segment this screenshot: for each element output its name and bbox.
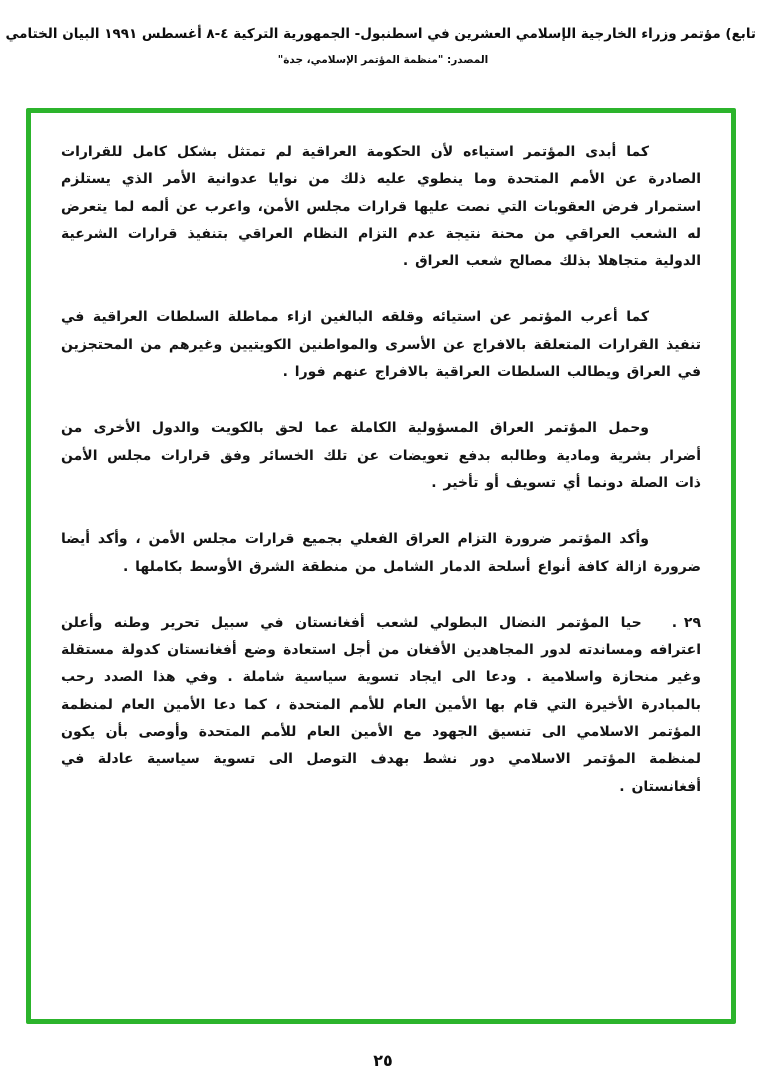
paragraph-afghanistan <box>61 610 701 801</box>
page-number: ٢٥ <box>373 1051 393 1070</box>
green-border-frame <box>26 108 736 1024</box>
document-source-line: المصدر: "منظمة المؤتمر الإسلامي، جدة" <box>277 54 489 66</box>
paragraph-iraq-sanctions: كما أبدى المؤتمر استياءه لأن الحكومة العراقية لم تمتثل بشكل كامل للقرارات الصادرة عن الأمم المتحدة وما ينطوي عليه ذلك من نوايا عدوانية الأمر الذي يستلزم استمرار فرض العقوبات التي نصت عليها قرارات مجلس الأمن، واعرب عن ألمه لما يتعرض له الشعب العراقي من محنة نتيجة عدم التزام النظام العراقي بتنفيذ قرارات الشرعية الدولية متجاهلا بذلك مصالح شعب العراق . <box>61 144 701 270</box>
document-body <box>61 139 701 801</box>
document-title: تابع) مؤتمر وزراء الخارجية الإسلامي العشرين في اسطنبول- الجمهورية التركية ٤-٨ أغسطس ١٩٩١ البيان الختامي <box>5 26 756 42</box>
paragraph-detainees: كما أعرب المؤتمر عن استيائه وقلقه البالغين ازاء مماطلة السلطات العراقية في تنفيذ القرارات المتعلقة بالافراج عن الأسرى والمواطنين الكويتيين وغيرهم من المحتجزين في العراق ويطالب السلطات العراقية بالافراج عنهم فورا . <box>61 309 701 381</box>
paragraph-number: ٢٩ . <box>671 614 701 631</box>
page-footer <box>0 1051 766 1070</box>
paragraph-disarmament: وأكد المؤتمر ضرورة التزام العراق الفعلي بجميع قرارات مجلس الأمن ، وأكد أيضا ضرورة ازالة كافة أنواع أسلحة الدمار الشامل من منطقة الشرق الأوسط بكاملها . <box>61 531 701 575</box>
paragraph-compensation: وحمل المؤتمر العراق المسؤولية الكاملة عما لحق بالكويت والدول الأخرى من أضرار بشرية ومادية وطالبه بدفع تعويضات عن تلك الخسائر وفق قرارات مجلس الأمن ذات الصلة دونما أي تسويف أو تأخير . <box>61 420 701 491</box>
document-header <box>5 26 756 66</box>
paragraph-afghanistan-text: حيا المؤتمر النضال البطولي لشعب أفغانستان في سبيل تحرير وطنه وأعلن اعترافه ومساندته لدور المجاهدين الأفغان من أجل استعادة وضع أفغانستان كدولة مستقلة وغير منحازة واسلامية . ودعا الى ايجاد تسوية سياسية شاملة . وفي هذا الصدد رحب بالمبادرة الأخيرة التي قام بها الأمين العام للأمم المتحدة ، كما دعا الأمين العام لمنظمة المؤتمر الاسلامي الى تنسيق الجهود مع الأمين العام للأمم المتحدة وأوصى بأن يكون لمنظمة المؤتمر الاسلامي دور نشط بهدف التوصل الى تسوية سياسية عادلة في أفغانستان . <box>61 614 701 795</box>
